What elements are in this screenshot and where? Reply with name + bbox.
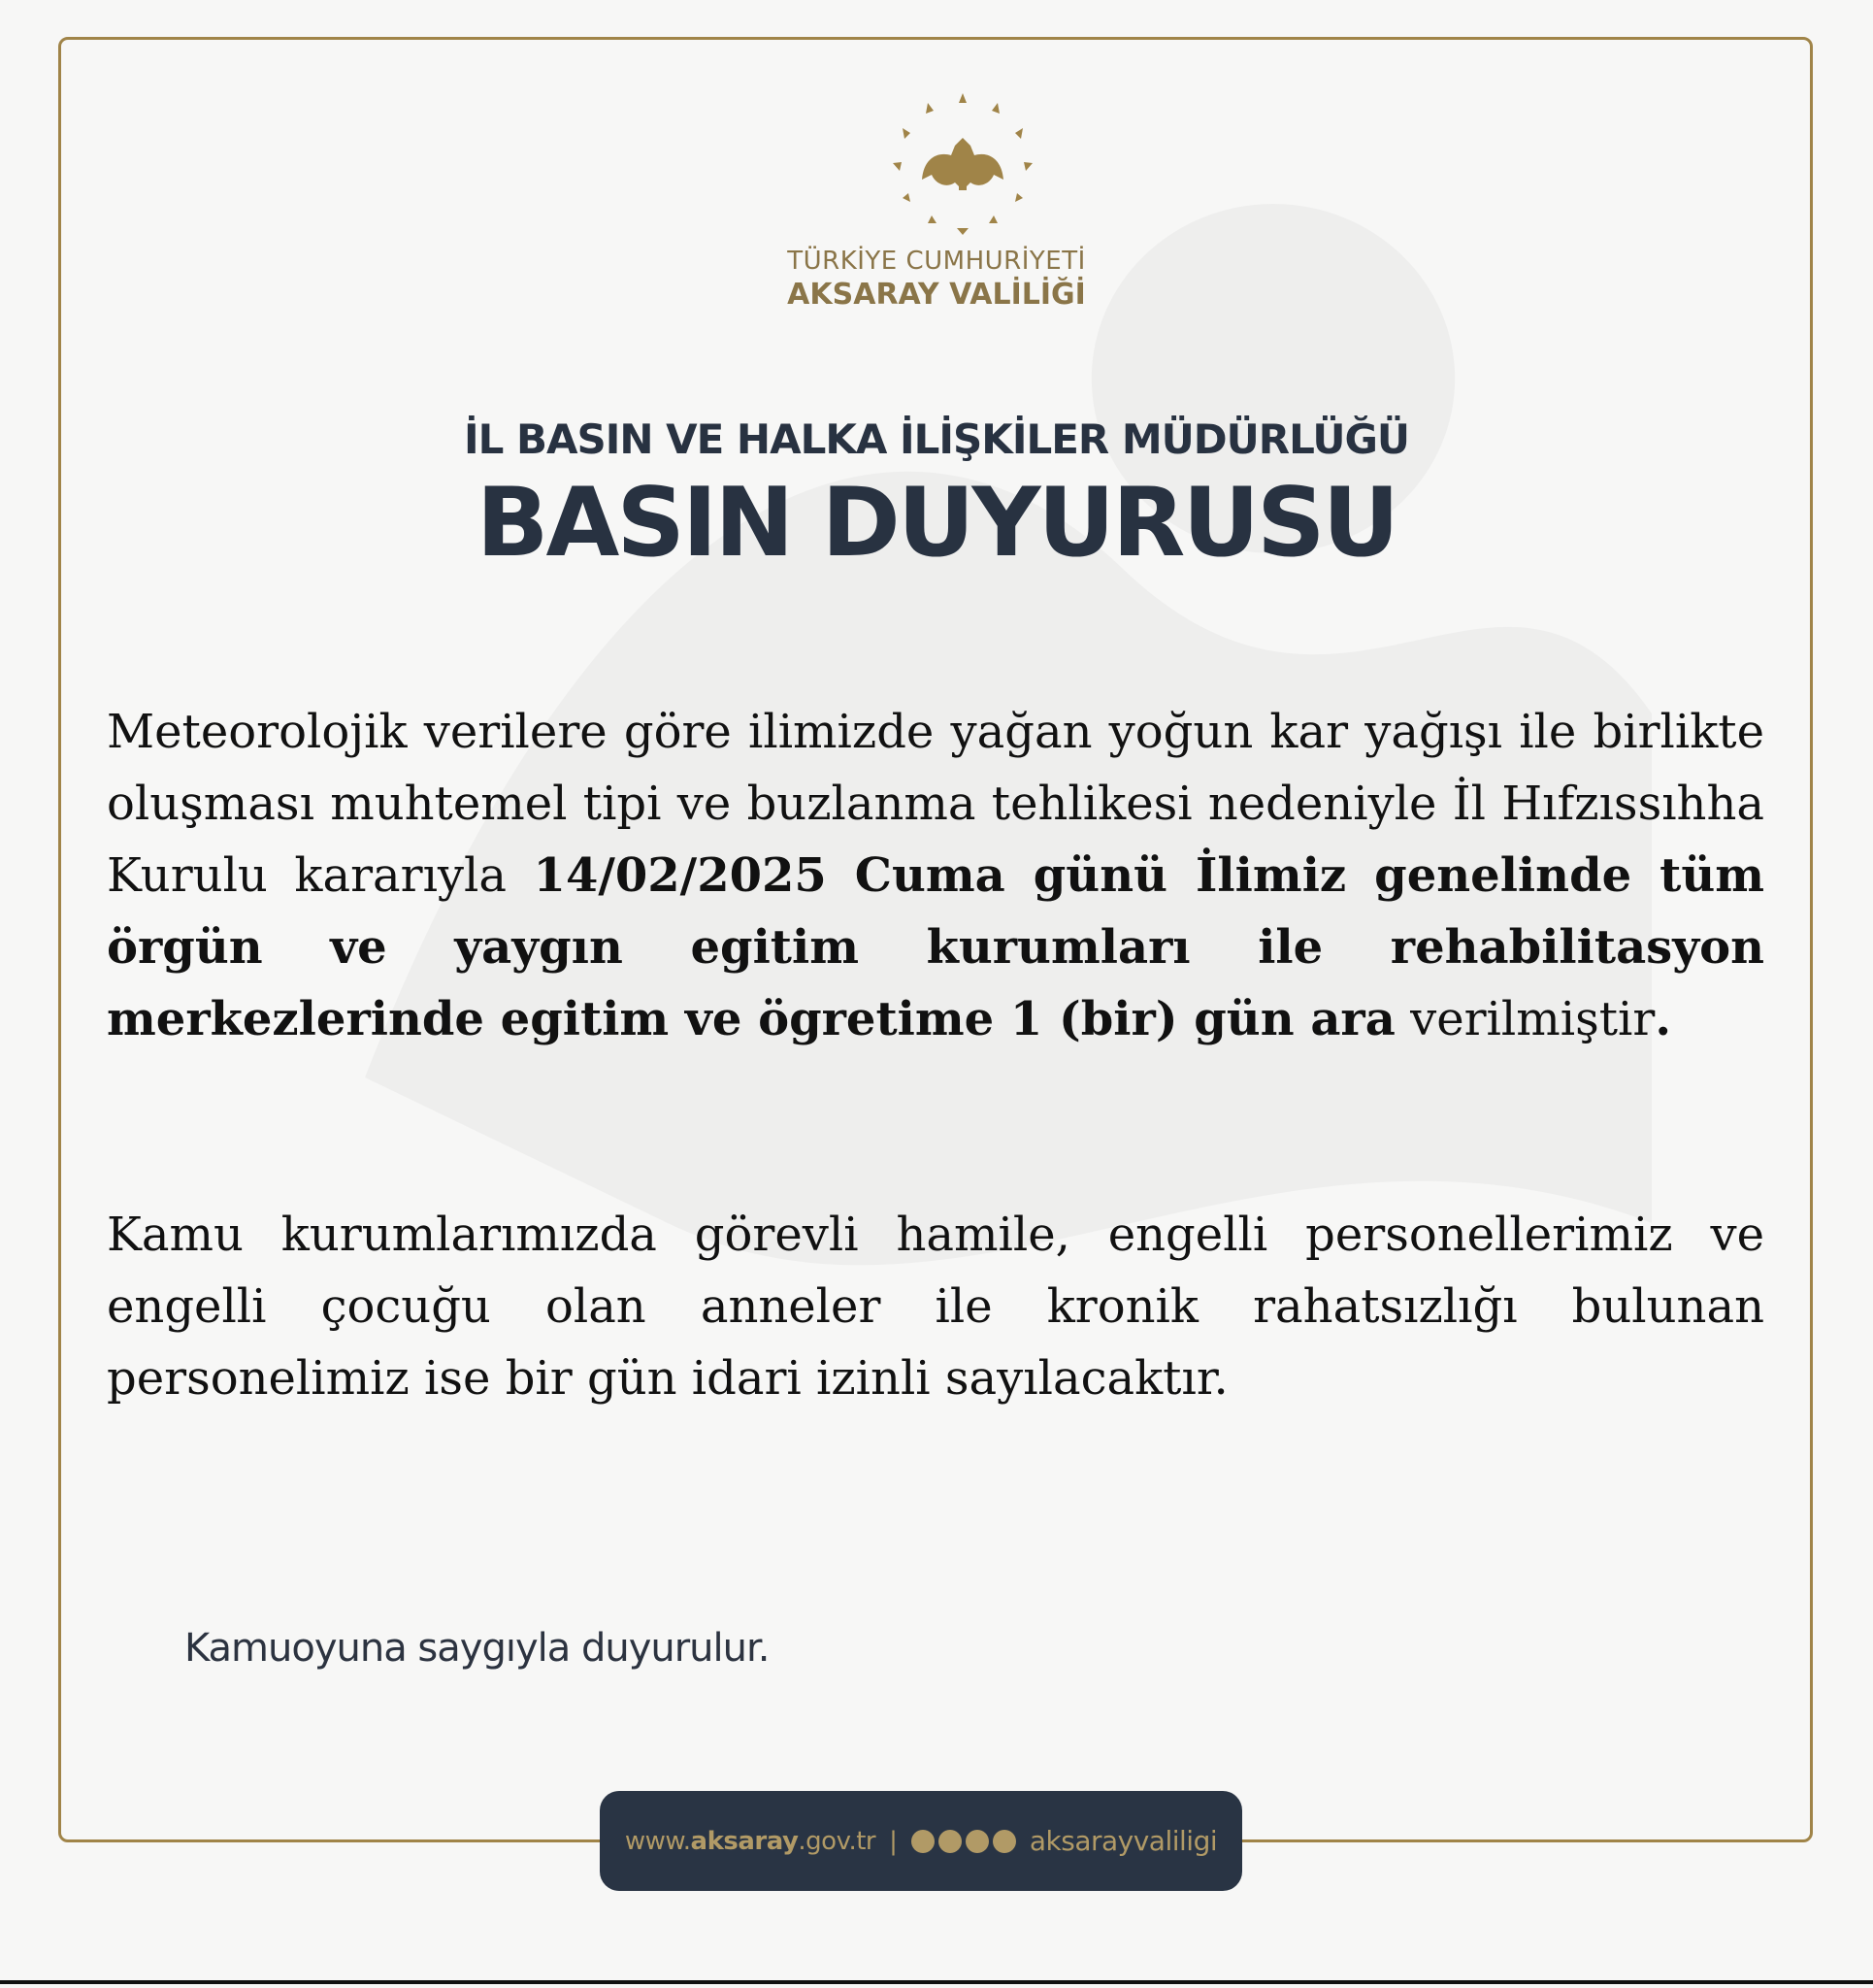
paragraph-1-bold: 14/02/2025 Cuma günü İlimiz genelinde tüm örgün ve yaygın egitim kurumları ile rehabilitasyon merkezlerinde egitim ve ögretime 1 (bir) gün ara xyxy=(107,848,1764,1046)
website-address[interactable]: www.aksaray.gov.tr xyxy=(624,1826,876,1856)
org-name-line1: TÜRKİYE CUMHURİYETİ xyxy=(787,247,1086,276)
footer-contact-bar xyxy=(600,1791,1242,1891)
instagram-icon[interactable] xyxy=(911,1830,935,1853)
paragraph-1-lead: Meteorolojik verilere göre ilimizde yağan yoğun kar yağışı ile birlikte oluşması muhtemel tipi ve buzlanma tehlikesi nedeniyle İl Hıfzıssıhha Kurulu kararıyla xyxy=(107,705,1764,903)
paragraph-1-end: . xyxy=(1655,992,1672,1046)
footer-separator: | xyxy=(889,1826,898,1856)
closing-line: Kamuoyuna saygıyla duyurulur. xyxy=(184,1626,770,1671)
announcement-paragraph-2: Kamu kurumlarımızda görevli hamile, engelli personellerimiz ve engelli çocuğu olan anneler ile kronik rahatsızlığı bulunan personelimiz ise bir gün idari izinli sayılacaktır. xyxy=(107,1208,1764,1406)
social-icons-group xyxy=(911,1830,1016,1853)
governorship-emblem-icon xyxy=(885,87,1040,243)
bottom-divider xyxy=(0,1980,1873,1984)
department-title: İL BASIN VE HALKA İLİŞKİLER MÜDÜRLÜĞÜ xyxy=(463,415,1410,463)
announcement-paragraph-1 xyxy=(107,696,1764,1055)
page-title: BASIN DUYURUSU xyxy=(476,468,1397,579)
paragraph-1-tail: verilmiştir xyxy=(1395,992,1656,1046)
twitter-icon[interactable] xyxy=(938,1830,962,1853)
social-handle[interactable]: aksarayvaliligi xyxy=(1029,1825,1218,1857)
youtube-icon[interactable] xyxy=(966,1830,989,1853)
org-name-line2: AKSARAY VALİLİĞİ xyxy=(787,278,1086,312)
facebook-icon[interactable] xyxy=(993,1830,1016,1853)
